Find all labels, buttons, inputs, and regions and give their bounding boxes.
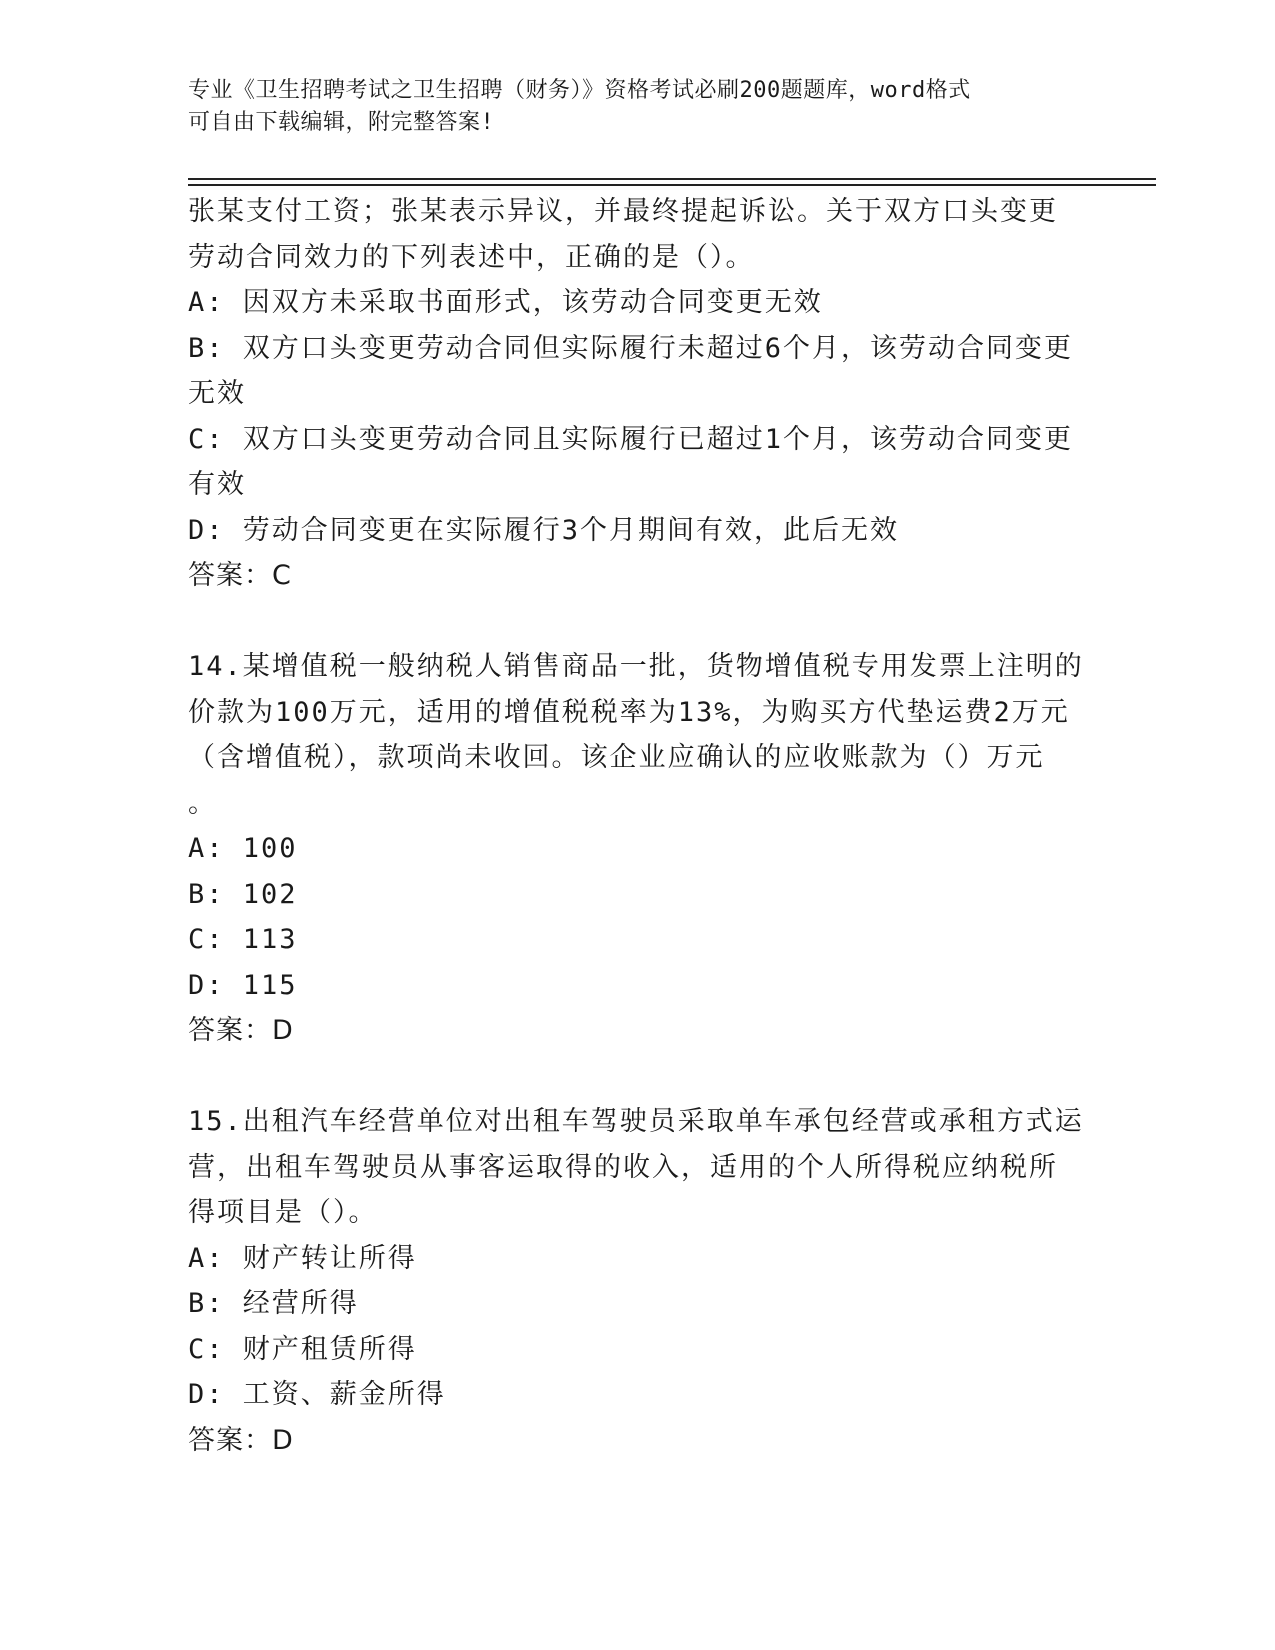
question-text: 。 — [188, 787, 217, 819]
header-divider-bottom — [188, 184, 1156, 186]
question-text: 张某支付工资；张某表示异议，并最终提起诉讼。关于双方口头变更 — [188, 196, 1058, 227]
question-text: 价款为100万元，适用的增值税税率为13%，为购买方代垫运费2万元 — [188, 696, 1070, 728]
header-title-line-2: 可自由下载编辑，附完整答案! — [188, 110, 495, 135]
spacer — [188, 1054, 1088, 1100]
option-a: A: 因双方未采取书面形式，该劳动合同变更无效 — [188, 287, 823, 318]
option-b-continued: 无效 — [188, 378, 246, 409]
answer: 答案：D — [188, 1424, 294, 1456]
option-b: B: 经营所得 — [188, 1288, 359, 1319]
option-b: B: 双方口头变更劳动合同但实际履行未超过6个月，该劳动合同变更 — [188, 332, 1074, 364]
question-13 — [188, 189, 1088, 599]
question-15 — [188, 1099, 1088, 1463]
option-a: A: 财产转让所得 — [188, 1242, 417, 1274]
option-a: A: 100 — [188, 833, 298, 864]
page-header — [188, 75, 1088, 139]
answer: 答案：C — [188, 560, 292, 591]
option-b: B: 102 — [188, 878, 298, 910]
question-text: 营，出租车驾驶员从事客运取得的收入，适用的个人所得税应纳税所 — [188, 1151, 1058, 1183]
option-c: C: 双方口头变更劳动合同且实际履行已超过1个月，该劳动合同变更 — [188, 423, 1074, 455]
option-d: D: 劳动合同变更在实际履行3个月期间有效，此后无效 — [188, 514, 900, 546]
document-body — [188, 189, 1088, 1463]
option-d: D: 工资、薪金所得 — [188, 1379, 446, 1410]
header-title-line-1: 专业《卫生招聘考试之卫生招聘（财务）》资格考试必刷200题题库，word格式 — [188, 78, 971, 103]
option-c: C: 财产租赁所得 — [188, 1333, 417, 1365]
question-text: 劳动合同效力的下列表述中，正确的是（）。 — [188, 241, 755, 273]
option-d: D: 115 — [188, 969, 298, 1001]
question-14 — [188, 644, 1088, 1054]
spacer — [188, 599, 1088, 645]
answer: 答案：D — [188, 1015, 294, 1046]
question-text: 得项目是（）。 — [188, 1197, 378, 1228]
question-text: 14.某增值税一般纳税人销售商品一批，货物增值税专用发票上注明的 — [188, 651, 1084, 682]
option-c-continued: 有效 — [188, 469, 246, 500]
question-text: 15.出租汽车经营单位对出租车驾驶员采取单车承包经营或承租方式运 — [188, 1106, 1084, 1137]
option-c: C: 113 — [188, 924, 298, 955]
header-divider-top — [188, 178, 1156, 180]
question-text: （含增值税），款项尚未收回。该企业应确认的应收账款为（）万元 — [188, 742, 1045, 773]
